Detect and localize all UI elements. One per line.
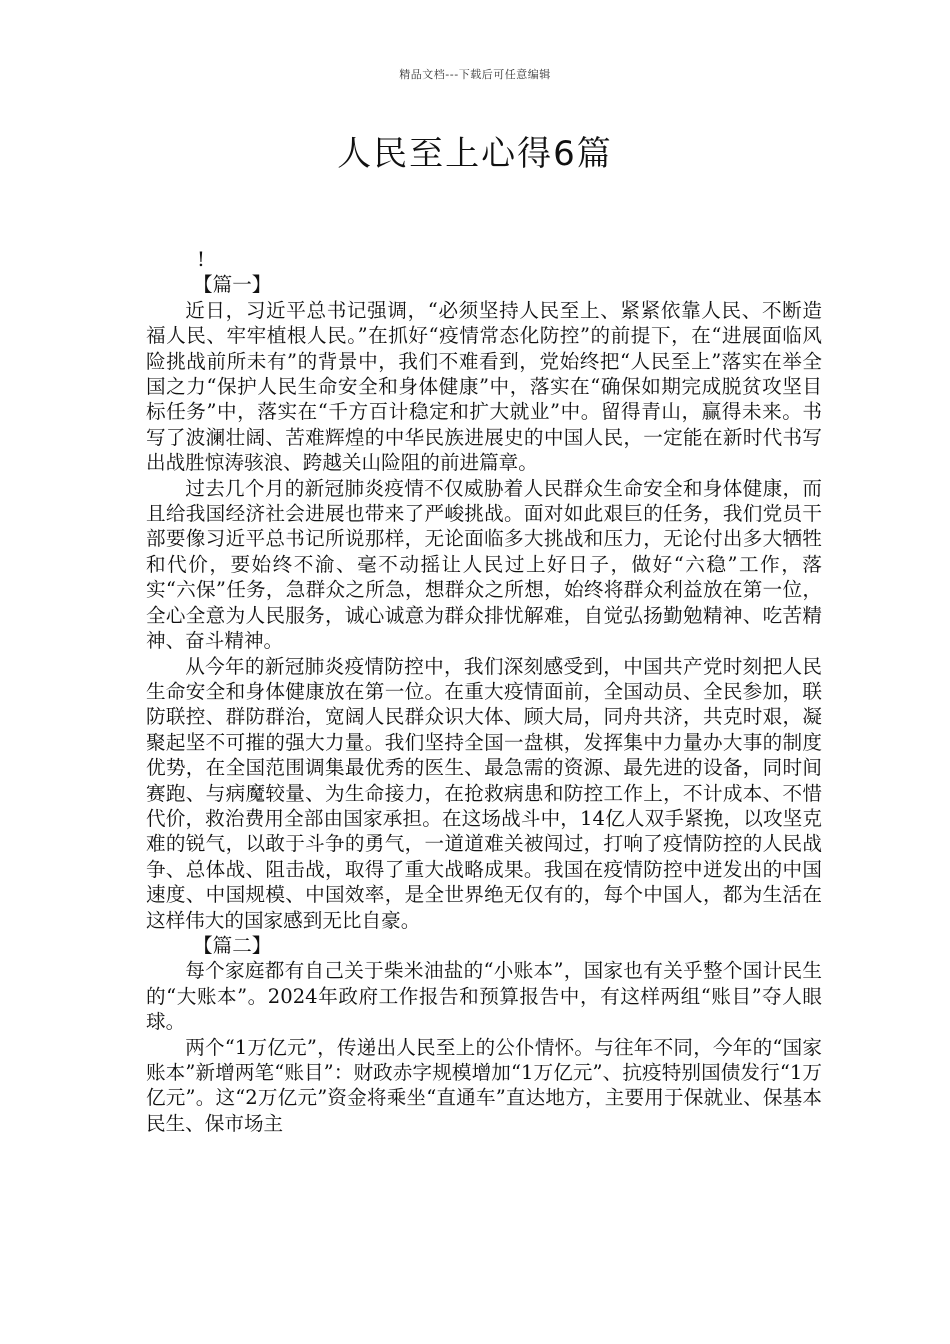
section-heading-1: 【篇一】	[193, 273, 272, 297]
paragraph: 从今年的新冠肺炎疫情防控中，我们深刻感受到，中国共产党时刻把人民生命安全和身体健康放在第一位。在重大疫情面前，全国动员、全民参加，联防联控、群防群治，宽阔人民群众识大体、顾大局，同舟共济，共克时艰，凝聚起坚不可摧的强大力量。我们坚持全国一盘棋，发挥集中力量办大事的制度优势，在全国范围调集最优秀的医生、最急需的资源、最先进的设备，同时间赛跑、与病魔较量、为生命接力，在抢救病患和防控工作上，不计成本、不惜代价，救治费用全部由国家承担。在这场战斗中，14亿人双手紧挽，以攻坚克难的锐气，以敢于斗争的勇气，一道道难关被闯过，打响了疫情防控的人民战争、总体战、阻击战，取得了重大战略成果。我国在疫情防控中迸发出的中国速度、中国规模、中国效率，是全世界绝无仅有的，每个中国人，都为生活在这样伟大的国家感到无比自豪。	[146, 654, 822, 932]
document-title: 人民至上心得6篇	[337, 134, 613, 174]
paragraph: 近日，习近平总书记强调，“必须坚持人民至上、紧紧依靠人民、不断造福人民、牢牢植根人民。”在抓好“疫情常态化防控”的前提下，在“进展面临风险挑战前所未有”的背景中，我们不难看到，党始终把“人民至上”落实在举全国之力“保护人民生命安全和身体健康”中，落实在“确保如期完成脱贫攻坚目标任务”中，落实在“千方百计稳定和扩大就业”中。留得青山，赢得未来。书写了波澜壮阔、苦难辉煌的中华民族进展史的中国人民，一定能在新时代书写出战胜惊涛骇浪、跨越关山险阻的前进篇章。	[146, 298, 822, 475]
paragraph: 两个“1万亿元”，传递出人民至上的公仆情怀。与往年不同，今年的“国家账本”新增两笔“账目”：财政赤字规模增加“1万亿元”、抗疫特别国债发行“1万亿元”。这“2万亿元”资金将乘坐“直通车”直达地方，主要用于保就业、保基本民生、保市场主	[146, 1035, 822, 1135]
document-body	[146, 247, 822, 1136]
section-heading-2: 【篇二】	[193, 933, 272, 957]
exclamation-mark: !	[196, 248, 205, 271]
paragraph: 每个家庭都有自己关于柴米油盐的“小账本”，国家也有关乎整个国计民生的“大账本”。2024年政府工作报告和预算报告中，有这样两组“账目”夺人眼球。	[146, 959, 822, 1034]
page-header-note: 精品文档---下载后可任意编辑	[399, 68, 551, 81]
paragraph: 过去几个月的新冠肺炎疫情不仅威胁着人民群众生命安全和身体健康，而且给我国经济社会进展也带来了严峻挑战。面对如此艰巨的任务，我们党员干部要像习近平总书记所说那样，无论面临多大挑战和压力，无论付出多大牺牲和代价，要始终不渝、毫不动摇让人民过上好日子，做好“六稳”工作，落实“六保”任务，急群众之所急，想群众之所想，始终将群众利益放在第一位，全心全意为人民服务，诚心诚意为群众排忧解难，自觉弘扬勤勉精神、吃苦精神、奋斗精神。	[146, 476, 822, 653]
